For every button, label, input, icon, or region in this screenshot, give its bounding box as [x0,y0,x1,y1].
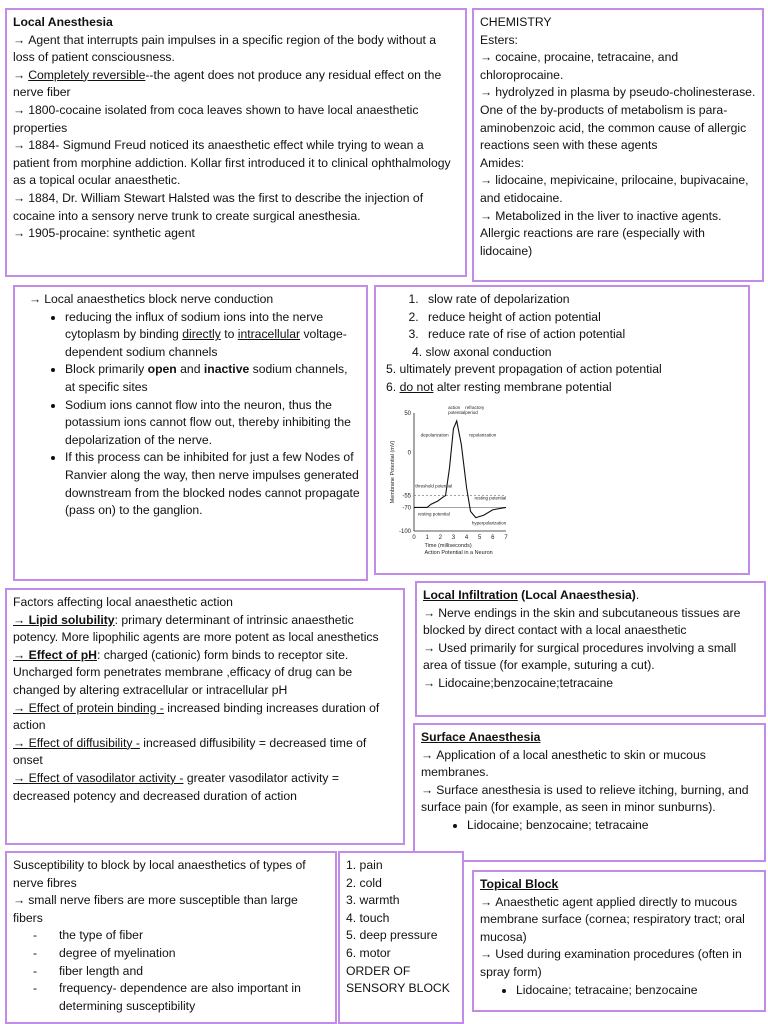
nerve-block-box [13,285,368,581]
label-depolarization: depolarization [420,432,449,438]
ph-text: : charged (cationic) form binds to receptor site. Uncharged form penetrates membrane ,efficacy of drug can be changed by altering extracellular or intracellular pH [13,647,353,697]
esters-list: cocaine, procaine, tetracaine, and chloroprocaine. [480,50,679,82]
factors-title: Factors affecting local anaesthetic action [13,595,233,609]
history-1800: 1800-cocaine isolated from coca leaves shown to have local anaesthetic properties [13,102,419,135]
diffusibility-label: Effect of diffusibility - [28,735,140,750]
chemistry-title: CHEMISTRY [480,15,552,29]
infiltration-box: Local Infiltration (Local Anaesthesia). → Nerve endings in the skin and subcutaneous tissues are blocked by direct contact with a local anaesthetic → Used primarily for surgical procedures involving a small area of tissue (for example, suturing a cut). → Lidocaine;benzocaine;tetracaine [415,581,766,717]
protein-binding-label: Effect of protein binding - [28,700,164,715]
label-resting-left: resting potential [417,510,450,516]
sensory-order-list [346,857,456,963]
arrow-icon: → [421,747,434,762]
chemistry-box [472,8,764,282]
effect-item: 3. reduce rate of rise of action potential [422,326,742,344]
topical-use: Used during examination procedures (often in spray form) [480,947,742,979]
arrow-icon: → [13,893,26,908]
list-item: • reducing the influx of sodium ions into the nerve cytoplasm by binding directly to intracellular voltage-dependent sodium channels [65,309,360,362]
surface-use: Surface anesthesia is used to relieve itching, burning, and surface pain (for example, as seen in minor sunburns). [421,782,749,815]
effect-6-emph: do not [399,379,434,394]
x-tick-label: 6 [491,534,495,541]
susceptibility-box [5,851,337,1024]
effects-box [374,285,750,575]
protein-binding-text: increased binding increases duration of action [13,700,380,733]
list-item: • Lidocaine; tetracaine; benzocaine [516,982,758,1000]
arrow-icon: → [480,173,493,188]
reversible-text: Completely reversible [28,67,146,82]
surface-desc: Application of a local anesthetic to skin or mucous membranes. [421,747,706,780]
surface-box [413,723,766,862]
mechanism-list [21,309,360,520]
effect-4: 4. slow axonal conduction [412,344,552,359]
sensory-order-item: 2. cold [346,875,382,890]
diffusibility-text: increased diffusibility = decreased time of onset [13,735,367,768]
arrow-icon: → [13,735,29,750]
effect-6-num: 6. [386,379,400,394]
topical-title: Topical Block [480,877,559,891]
x-tick-label: 4 [464,534,469,541]
label-hyperpolarization: hyperpolarization [471,520,507,526]
x-tick-label: 1 [425,534,429,541]
arrow-icon: → [13,770,29,785]
arrow-icon: → [423,605,436,620]
sensory-order-item: 6. motor [346,945,391,960]
effect-6-text: alter resting membrane potential [433,379,612,394]
arrow-icon: → [13,138,26,153]
list-item: • Sodium ions cannot flow into the neuron, thus the potassium ions cannot flow out, thereby inhibiting the depolarization of the nerve. [65,397,360,450]
reversible-detail: --the agent does not produce any residual effect on the nerve fiber [13,67,442,100]
y-axis-label: Membrane Potential (mV) [390,440,396,503]
y-tick-label: -100 [398,528,411,535]
topical-desc: Anaesthetic agent applied directly to mucous membrane surface (cornea; respiratory tract; oral mucosa) [480,894,745,944]
esters-label: Esters: [480,32,518,47]
factors-box [5,588,405,845]
history-1884-freud: 1884- Sigmund Freud noticed its anaesthetic effect while trying to wean a patient from morphine addiction. Kollar first introduced it to clinical ophthalmology as a topical ocular anaesthetic. [13,138,451,188]
arrow-icon: → [13,647,29,662]
ph-label: Effect of pH [28,647,97,662]
vasodilator-text: greater vasodilator activity = decreased potency and decreased duration of action [13,770,339,803]
local-anesthesia-box [5,8,467,277]
label-threshold: threshold potential [415,483,453,489]
label-resting-right: resting potential [474,495,507,501]
lipid-solubility-label: Lipid solubility [28,612,115,627]
arrow-icon: → [480,947,493,962]
x-tick-label: 0 [412,534,416,541]
infiltration-title: Local Infiltration [423,588,518,602]
list-item: - the type of fiber [33,927,329,945]
arrow-icon: → [480,894,493,909]
arrow-icon: → [480,50,493,65]
susceptibility-title: Susceptibility to block by local anaesthetics of types of nerve fibres [13,858,306,890]
arrow-icon: → [423,640,436,655]
infiltration-agents: Lidocaine;benzocaine;tetracaine [438,675,614,690]
y-tick-label: -70 [402,504,411,511]
arrow-icon: → [13,32,26,47]
local-anesthesia-title: Local Anesthesia [13,15,113,29]
topical-box [472,870,766,1012]
sensory-order-item: 4. touch [346,910,390,925]
amides-label: Amides: [480,155,525,170]
label-action: action [448,404,461,410]
arrow-icon: → [13,612,29,627]
action-potential-graph [386,405,516,565]
list-item: - degree of myelination [33,945,329,963]
surface-agents-list [421,817,758,835]
history-1905: 1905-procaine: synthetic agent [28,226,195,241]
sensory-order-item: 3. warmth [346,893,400,908]
infiltration-desc: Nerve endings in the skin and subcutaneous tissues are blocked by direct contact with a local anaesthetic [423,605,741,638]
effect-item: 1. slow rate of depolarization [422,291,742,309]
arrow-icon: → [13,700,29,715]
x-tick-label: 5 [478,534,482,541]
list-item: • If this process can be inhibited for just a few Nodes of Ranvier along the way, then nerve impulses generated downstream from the blocked nodes cannot propagate (pass on) to the ganglion. [65,449,360,519]
x-tick-label: 2 [438,534,442,541]
definition-text: Agent that interrupts pain impulses in a specific region of the body without a loss of patient consciousness. [13,32,437,65]
arrow-icon: → [13,190,26,205]
sensory-order-item: 1. pain [346,858,383,872]
arrow-icon: → [480,208,493,223]
arrow-icon: → [423,675,436,690]
topical-agents-list [480,982,758,1000]
list-item: • Lidocaine; benzocaine; tetracaine [467,817,758,835]
esters-metabolism: hydrolyzed in plasma by pseudo-cholinesterase. One of the by-products of metabolism is para-aminobenzoic acid, the common cause of allergic reactions seen with these agents [480,85,756,153]
effect-5: 5. ultimately prevent propagation of action potential [386,362,662,377]
nerve-block-intro: Local anaesthetics block nerve conduction [44,292,274,306]
label-period: period [465,409,478,415]
arrow-icon: → [480,85,493,100]
arrow-icon: → [13,67,26,82]
infiltration-subtitle: (Local Anaesthesia) [517,588,636,602]
sensory-order-item: 5. deep pressure [346,928,438,943]
x-tick-label: 7 [504,534,508,541]
x-tick-label: 3 [451,534,456,541]
arrow-icon: → [13,102,26,117]
label-refractory: refractory [465,404,485,410]
list-item: - frequency- dependence are also important in determining susceptibility [33,980,329,1015]
effects-list [382,291,742,344]
diagram-caption: Action Potential in a Neuron [424,549,493,556]
order-title: ORDER OF SENSORY BLOCK [346,963,450,996]
list-item: • Block primarily open and inactive sodium channels, at specific sites [65,361,360,396]
amides-metabolism: Metabolized in the liver to inactive agents. Allergic reactions are rare (especially with lidocaine) [480,208,722,258]
arrow-icon: → [13,226,26,241]
susceptibility-text: small nerve fibers are more susceptible than large fibers [13,893,298,925]
lipid-solubility-text: : primary determinant of intrinsic anaesthetic potency. More lipophilic agents are more potent as local anesthetics [13,612,379,645]
label-potential: potential [448,409,466,415]
vasodilator-label: Effect of vasodilator activity - [28,770,184,785]
effect-item: 2. reduce height of action potential [422,309,742,327]
history-1884-halsted: 1884, Dr. William Stewart Halsted was the first to describe the injection of cocaine into a sensory nerve trunk to create surgical anesthesia. [13,190,424,223]
x-axis-label: Time (milliseconds) [424,542,472,549]
y-tick-label: -55 [402,493,411,500]
arrow-icon: → [421,782,434,797]
y-tick-label: 0 [407,449,411,456]
surface-title: Surface Anaesthesia [421,730,541,744]
susceptibility-factors-list [13,927,329,1015]
infiltration-use: Used primarily for surgical procedures involving a small area of tissue (for example, suturing a cut). [423,640,737,673]
label-repolarization: repolarization [469,432,497,438]
arrow-icon: → [29,292,42,306]
list-item: - fiber length and [33,963,329,981]
action-potential-diagram [386,405,742,565]
y-tick-label: 50 [404,410,411,417]
order-box [338,851,464,1024]
amides-list: lidocaine, mepivicaine, prilocaine, bupivacaine, and etidocaine. [480,173,749,205]
